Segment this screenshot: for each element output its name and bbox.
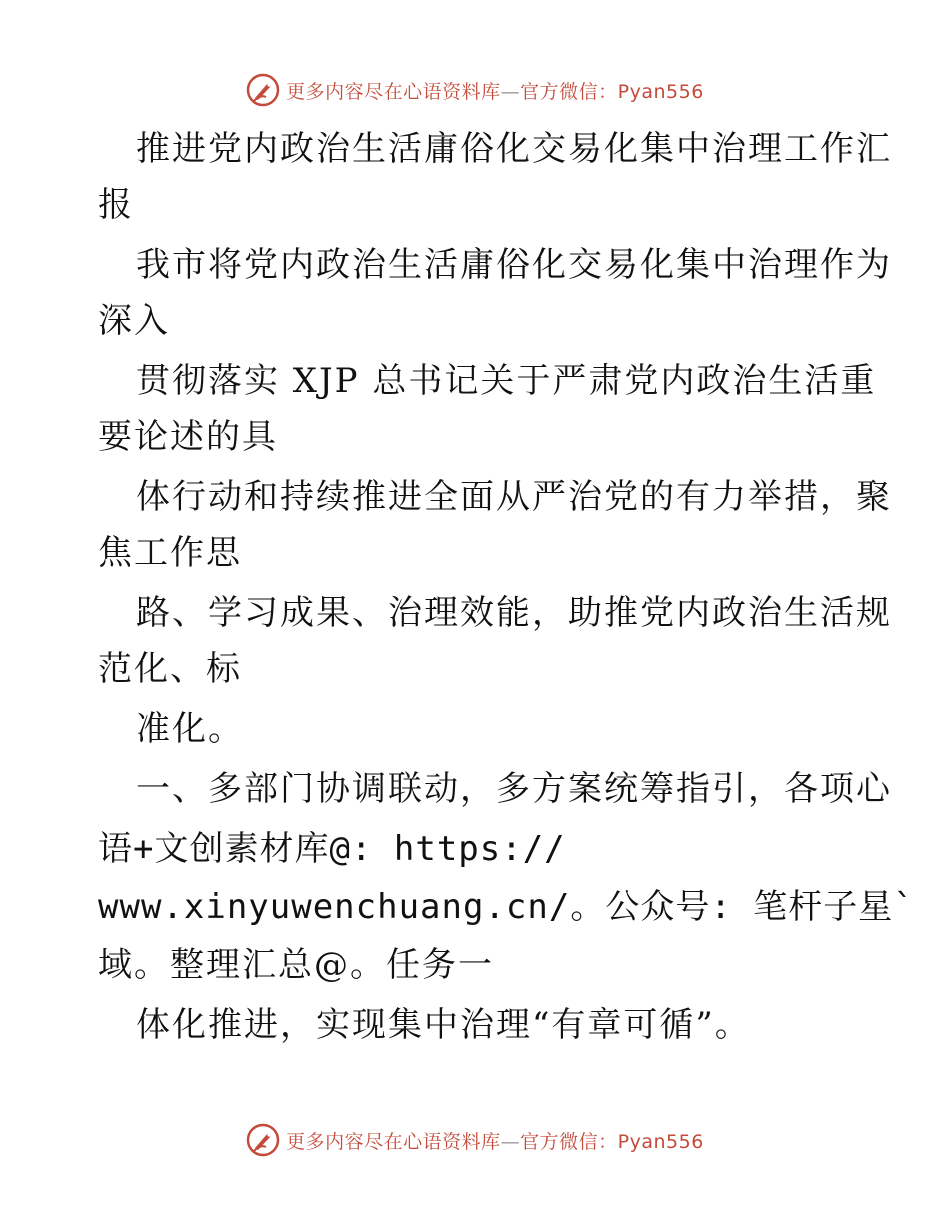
watermark-text: 更多内容尽在心语资料库—官方微信：Pyan556 — [286, 1130, 704, 1153]
paragraph-line: 范化、标 — [98, 649, 242, 689]
paragraph-line: 语+文创素材库@: https:// — [98, 829, 566, 869]
paragraph-line: 焦工作思 — [98, 533, 242, 573]
paragraph-line: 深入 — [98, 301, 170, 341]
section-heading-line: 一、多部门协调联动，多方案统筹指引，各项心 — [136, 769, 892, 809]
fountain-pen-logo-icon — [246, 73, 280, 107]
paragraph-line: 体行动和持续推进全面从严治党的有力举措，聚 — [136, 477, 892, 517]
paragraph-line: 要论述的具 — [98, 417, 278, 457]
url-line: www.xinyuwenchuang.cn/。公众号: 笔杆子星` — [98, 887, 915, 927]
watermark-text: 更多内容尽在心语资料库—官方微信：Pyan556 — [286, 80, 704, 103]
title-line-1: 推进党内政治生活庸俗化交易化集中治理工作汇 — [136, 129, 892, 169]
fountain-pen-logo-icon — [246, 1123, 280, 1157]
paragraph-line: 域。整理汇总@。任务一 — [98, 945, 494, 985]
footer-watermark — [0, 1120, 950, 1160]
paragraph-line: 我市将党内政治生活庸俗化交易化集中治理作为 — [136, 245, 892, 285]
title-line-2: 报 — [98, 185, 134, 225]
paragraph-line: 体化推进，实现集中治理“有章可循”。 — [136, 1005, 751, 1045]
paragraph-line: 贯彻落实 XJP 总书记关于严肃党内政治生活重 — [136, 361, 877, 401]
paragraph-line: 路、学习成果、治理效能，助推党内政治生活规 — [136, 593, 892, 633]
header-watermark — [0, 70, 950, 110]
paragraph-line: 准化。 — [136, 709, 244, 749]
